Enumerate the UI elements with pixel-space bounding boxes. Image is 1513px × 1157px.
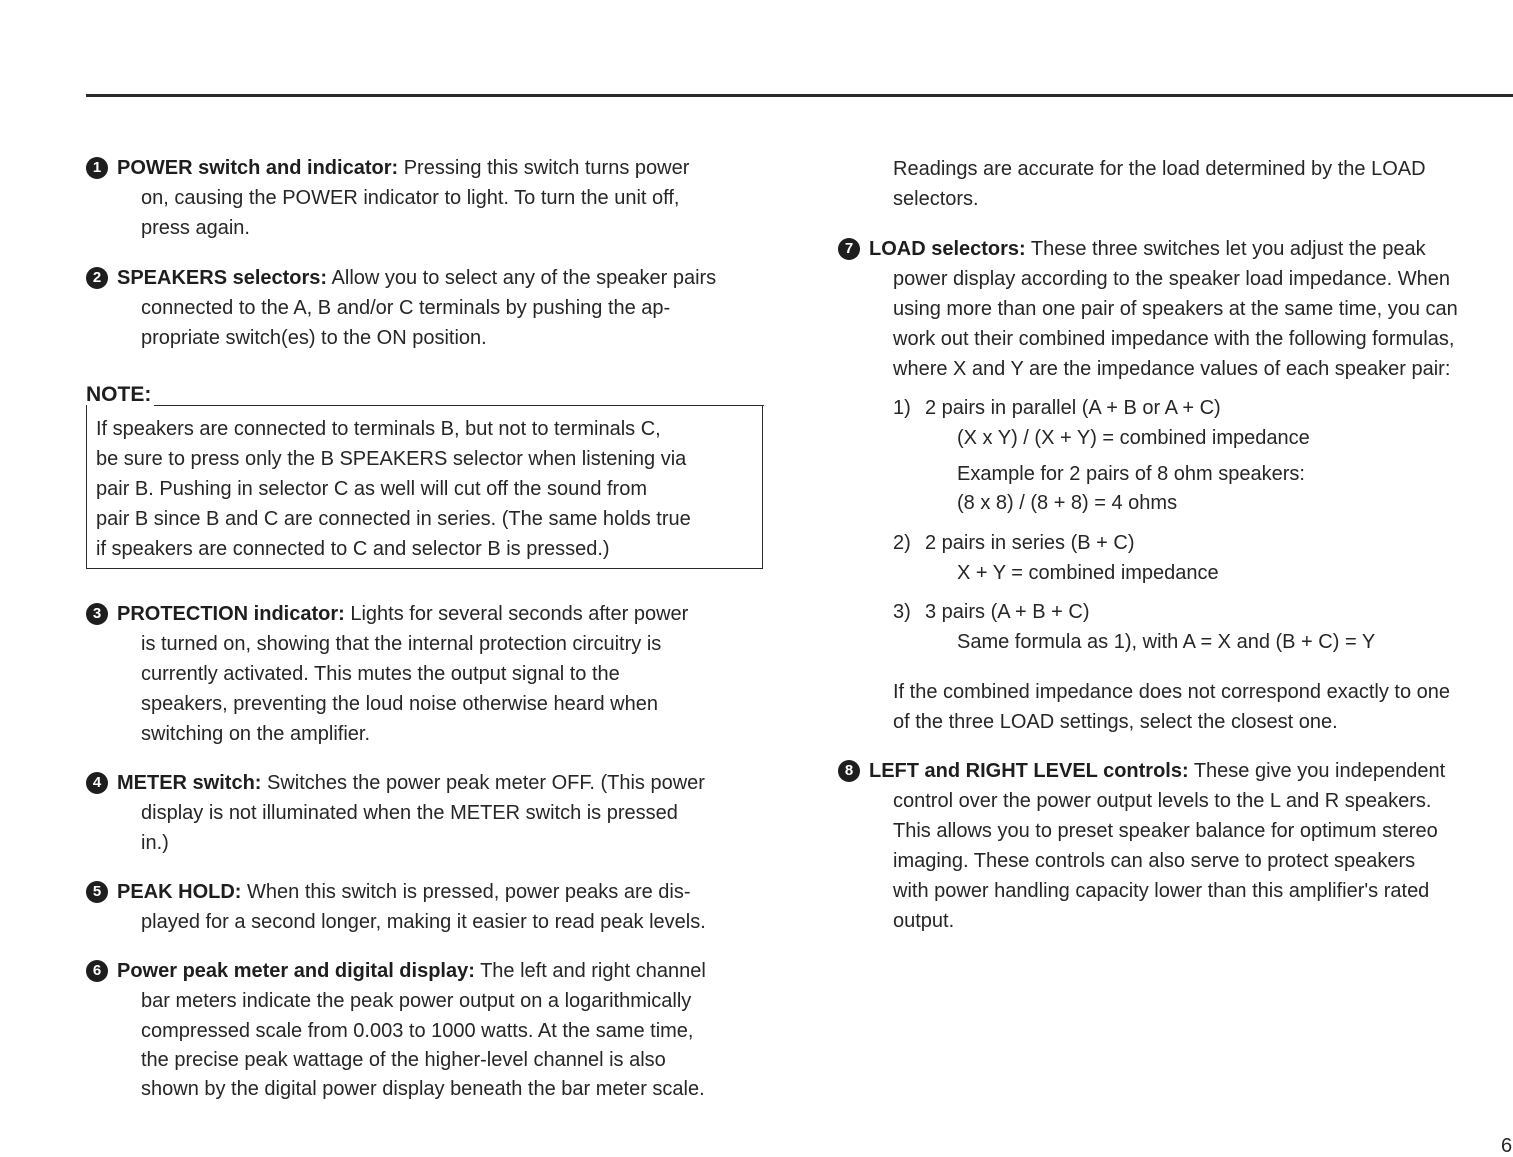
item-8-line: imaging. These controls can also serve to protect speakers (893, 850, 1416, 872)
page-number: 6 (1501, 1135, 1513, 1157)
item-8-line: output. (893, 910, 955, 932)
header-rule (86, 94, 1513, 97)
item-5-number-icon: 5 (86, 881, 108, 903)
item-3-line: speakers, preventing the loud noise otherwise heard when (141, 693, 658, 715)
formula-2-text: 2 pairs in series (B + C) (925, 532, 1135, 554)
item-7-number-icon: 7 (838, 238, 860, 260)
item-5-first-line (117, 880, 691, 904)
item-2-line: connected to the A, B and/or C terminals by pushing the ap- (141, 297, 671, 319)
item-1-number-icon: 1 (86, 157, 108, 179)
item-7-first-line (869, 237, 1426, 261)
item-4-number-icon: 4 (86, 772, 108, 794)
item-8-line: This allows you to preset speaker balance for optimum stereo (893, 820, 1438, 842)
item-5-text: When this switch is pressed, power peaks are dis- (241, 881, 691, 903)
item-8-number-icon: 8 (838, 760, 860, 782)
note-line: if speakers are connected to C and selector B is pressed.) (96, 538, 610, 560)
closest-line: of the three LOAD settings, select the closest one. (893, 711, 1338, 733)
item-1-first-line (117, 156, 689, 180)
readings-line: Readings are accurate for the load determined by the LOAD (893, 158, 1426, 180)
item-7-line: where X and Y are the impedance values of each speaker pair: (893, 358, 1451, 380)
item-1-line: on, causing the POWER indicator to light. To turn the unit off, (141, 187, 680, 209)
formula-1-label: 1) (893, 397, 911, 419)
item-8-first-line (869, 759, 1445, 783)
item-4-title: METER switch: (117, 772, 262, 794)
note-line: If speakers are connected to terminals B, but not to terminals C, (96, 418, 661, 440)
item-7-title: LOAD selectors: (869, 238, 1026, 260)
item-1-title: POWER switch and indicator: (117, 157, 399, 179)
item-6-text: The left and right channel (474, 960, 706, 982)
item-7-text: These three switches let you adjust the peak (1025, 238, 1426, 260)
item-3-number-icon: 3 (86, 603, 108, 625)
item-3-title: PROTECTION indicator: (117, 603, 345, 625)
formula-3-label: 3) (893, 601, 911, 623)
item-7-line: using more than one pair of speakers at the same time, you can (893, 298, 1458, 320)
item-1-line: press again. (141, 217, 250, 239)
item-3-line: currently activated. This mutes the output signal to the (141, 663, 620, 685)
formula-3-text: 3 pairs (A + B + C) (925, 601, 1090, 623)
item-2-first-line (117, 266, 716, 290)
note-line: pair B. Pushing in selector C as well will cut off the sound from (96, 478, 647, 500)
item-7-line: power display according to the speaker load impedance. When (893, 268, 1450, 290)
formula-2-formula: X + Y = combined impedance (957, 562, 1219, 584)
item-6-line: the precise peak wattage of the higher-level channel is also (141, 1049, 666, 1071)
item-6-line: compressed scale from 0.003 to 1000 watts. At the same time, (141, 1020, 694, 1042)
formula-1-example-title: Example for 2 pairs of 8 ohm speakers: (957, 463, 1305, 485)
item-8-title: LEFT and RIGHT LEVEL controls: (869, 760, 1189, 782)
formula-3-formula: Same formula as 1), with A = X and (B + C) = Y (957, 631, 1376, 653)
item-8-line: with power handling capacity lower than this amplifier's rated (893, 880, 1430, 902)
formula-1-text: 2 pairs in parallel (A + B or A + C) (925, 397, 1221, 419)
item-1-text: Pressing this switch turns power (398, 157, 690, 179)
formula-1-formula: (X x Y) / (X + Y) = combined impedance (957, 427, 1310, 449)
item-6-number-icon: 6 (86, 960, 108, 982)
item-3-line: switching on the amplifier. (141, 723, 371, 745)
item-3-text: Lights for several seconds after power (344, 603, 689, 625)
item-2-line: propriate switch(es) to the ON position. (141, 327, 487, 349)
item-4-line: display is not illuminated when the METER switch is pressed (141, 802, 678, 824)
item-2-text: Allow you to select any of the speaker pairs (327, 267, 717, 289)
note-line: pair B since B and C are connected in series. (The same holds true (96, 508, 691, 530)
item-5-title: PEAK HOLD: (117, 881, 242, 903)
readings-line: selectors. (893, 188, 979, 210)
formula-1-example: (8 x 8) / (8 + 8) = 4 ohms (957, 492, 1178, 514)
item-4-line: in.) (141, 832, 169, 854)
item-5-line: played for a second longer, making it easier to read peak levels. (141, 911, 706, 933)
item-8-text: These give you independent (1188, 760, 1446, 782)
item-4-text: Switches the power peak meter OFF. (This power (261, 772, 705, 794)
formula-2-label: 2) (893, 532, 911, 554)
note-heading: NOTE: (86, 383, 152, 406)
item-6-line: bar meters indicate the peak power output on a logarithmically (141, 990, 692, 1012)
item-8-line: control over the power output levels to the L and R speakers. (893, 790, 1432, 812)
item-4-first-line (117, 771, 705, 795)
note-line: be sure to press only the B SPEAKERS selector when listening via (96, 448, 687, 470)
item-3-line: is turned on, showing that the internal protection circuitry is (141, 633, 662, 655)
item-7-line: work out their combined impedance with the following formulas, (893, 328, 1455, 350)
item-3-first-line (117, 602, 688, 626)
item-6-first-line (117, 959, 706, 983)
item-6-line: shown by the digital power display beneath the bar meter scale. (141, 1078, 705, 1100)
closest-line: If the combined impedance does not correspond exactly to one (893, 681, 1451, 703)
item-2-number-icon: 2 (86, 267, 108, 289)
item-6-title: Power peak meter and digital display: (117, 960, 475, 982)
item-2-title: SPEAKERS selectors: (117, 267, 328, 289)
